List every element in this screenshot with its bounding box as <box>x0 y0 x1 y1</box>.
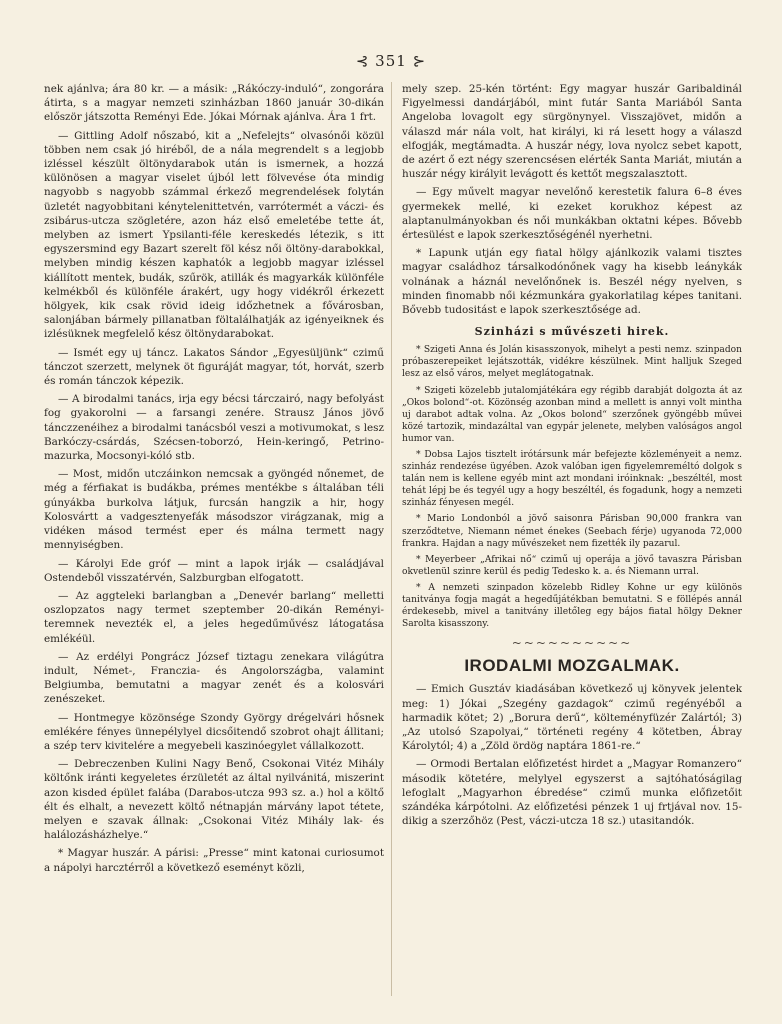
left-column <box>44 82 384 996</box>
theatre-section-title: Szinházi s művészeti hirek. <box>474 325 670 339</box>
news-paragraph: — Gittling Adolf nőszabó, kit a „Nefelejts“ olvasónői közül többen nem csak jó hiréből, de a nála megrendelt s a legjobb izléssel készült öltönydarabok után is ismernek, a hozzá különösen a magyar viselet újból lett fölvevése óta mindig nagyobb s nagyobb számmal érkező megrendelések folytán üzletét nagyobbitani kénytelenittetvén, varrótermét a váczi- és zsibárus-utcza szögletére, azon ház első emeletébe tette át, melyben az ismert Ypsilanti-féle kereskedés létezik, s itt egyszersmind egy Bazart szerelt föl kész női öltöny-darabokkal, melyben mindig készen kaphatók a legjobb magyar izléssel kiállított mentek, budák, szűrök, atillák és magyarkák különféle kelmékből és különféle árakért, ugy hogy vidékről érkezett hölgyek, kik csak rövid ideig időzhetnek a fővárosban, salonjában bármely pillanatban föltalálhatják az igényeiknek és izlésüknek megfelelő kész öltönydarabokat. <box>44 129 384 341</box>
theatre-news-item: * Meyerbeer „Afrikai nő“ czimű uj operája a jövő tavaszra Párisban okvetlenül szinre kerül és pedig Tedesko k. a. és Niemann urral. <box>402 554 742 577</box>
page-number-ornament-left: ⊰ <box>355 52 376 70</box>
news-paragraph: — Debreczenben Kulini Nagy Benő, Csokonai Vitéz Mihály költőnk iránti kegyeletes érzületét az által nyilvánitá, miszerint azon kisded épület falába (Darabos-utcza 993 sz. a.) hol a költő élt és elhalt, a nevezett költő nétnapján márvány lapot tétete, melyen e szavak állnak: „Csokonai Vitéz Mihály lak- és halálozásházhelye.“ <box>44 758 384 842</box>
theatre-news-item: * Dobsa Lajos tisztelt irótársunk már befejezte közleményeit a nemz. szinház rendezése ügyében. Azok valóban igen figyelemreméltó dolgok s talán nem is kellene egyéb mint azt mondani iróinknak: „beszéltél, most tehát lépj be és tegyél ugy a hogy beszéltél, és fogadunk, hogy a nemzeti szinház fényesen megél. <box>402 450 742 509</box>
news-paragraph: * Magyar huszár. A párisi: „Presse“ mint katonai curiosumot a nápolyi harcztérről a következő eseményt közli, <box>44 847 384 874</box>
literary-news-item: — Ormodi Bertalan előfizetést hirdet a „Magyar Romanzero“ második kötetére, melylyel egyszerst a sajtóhatóságilag lefoglalt „Magyarhon ébredése“ czimű munka előfizetőit szándéka kárpótolni. Az előfizetési pénzek 1 uj frtjával nov. 15-dikig a szerzőhöz (Pest, váczi-utcza 18 sz.) utasitandók. <box>402 758 742 828</box>
section-ornament: ~~~~~~~~~~ <box>511 636 633 651</box>
page-columns <box>44 82 742 996</box>
theatre-news-item: * A nemzeti szinpadon közelebb Ridley Kohne ur egy különös tanitványa fogja magát a hegedűjátékban bemutatni. S e föllépés annál érdekesebb, mivel a tanitvány illetőleg egy bájos fiatal hölgy Dekner Sarolta kisasszony. <box>402 582 742 630</box>
news-paragraph: — Hontmegye közönsége Szondy György drégelvári hősnek emlékére fényes ünnepélylyel dicsőitendő szobrot ohajt állitani; a szép terv kivitelére a megyebeli kaszinóegylet vállalkozott. <box>44 711 384 752</box>
news-paragraph: — Károlyi Ede gróf — mint a lapok irják — családjával Ostendeből visszatérvén, Salzburgban elfogatott. <box>44 557 384 584</box>
news-paragraph: mely szep. 25-kén történt: Egy magyar huszár Garibaldinál Figyelmessi dandárjából, mint futár Santa Mariából Santa Angeloba lovagolt egy sürgönynyel. Visszajövet, midőn a válaszd már nála volt, hat királyi, ki rá lesett hogy a válaszd elfogják, megtámadta. A huszár négy, lova nyolcz sebet kapott, de azért ő ezt négy szerencsésen elérték Santa Mariát, miután a huszár négy királyit levágott és kettőt megszalasztott. <box>402 83 742 181</box>
news-paragraph: — Most, midőn utczáinkon nemcsak a gyöngéd nőnemet, de még a férfiakat is budákba, prémes mentékbe s általában téli gúnyákba burkolva látjuk, furcsán hangzik a hir, hogy Kolosvártt a vadgesztenyefák másodszor virágzanak, mig a vidéken másod termést eper és málna termett nagy mennyiségben. <box>44 468 384 552</box>
theatre-news-item: * Szigeti Anna és Jolán kisasszonyok, mihelyt a pesti nemz. szinpadon próbaszerepeiket lejátszották, vidékre készülnek. Mint halljuk Szeged lesz az első város, melyet meglátogatnak. <box>402 345 742 380</box>
news-paragraph: * Lapunk utján egy fiatal hölgy ajánlkozik valami tisztes magyar családhoz társalkodónőnek vagy ha kisebb leánykák volnának a háznál nevelőnőnek is. Beszél négy nyelven, s minden finomabb női kézmunkára gyakorlatilag képes tanitani. Bővebb tudositást e lapok szerkesztősége ad. <box>402 247 742 317</box>
news-paragraph: — Az aggteleki barlangban a „Denevér barlang“ melletti oszlopzatos nagy termet szeptember 20-dikán Reményi-teremnek nevezték el, a jeles hegedűművész látogatása emlékéül. <box>44 589 384 645</box>
page-number-text: 351 <box>375 52 407 70</box>
literary-section-title: IRODALMI MOZGALMAK. <box>464 656 680 676</box>
theatre-news-item: * Mario Londonból a jövő saisonra Párisban 90,000 frankra van szerződtetve, Niemann német énekes (Seebach férje) ugyanoda 72,000 frankra. Hajdan a nagy művészeket nem fizették ily pazarul. <box>402 514 742 549</box>
page-number-ornament-right: ⊱ <box>412 52 427 70</box>
news-paragraph: — Ismét egy uj táncz. Lakatos Sándor „Egyesüljünk“ czimű tánczot szerzett, melynek öt figuráját magyar, tót, horvát, szerb és román tánczok képezik. <box>44 346 384 388</box>
news-paragraph: — Egy művelt magyar nevelőnő kerestetik falura 6–8 éves gyermekek mellé, ki ezeket korukhoz képest az alaptanulmányokban és női munkákban oktatni képes. Bővebb értesülést e lapok szerkesztőségénél nyerhetni. <box>402 186 742 242</box>
news-paragraph: — Az erdélyi Pongrácz József tiztagu zenekara világútra indult, Német-, Franczia- és Angolországba, valamint Belgiumba, bemutatni a magyar zenét és a kolosvári zenészeket. <box>44 650 384 706</box>
theatre-news-item: * Szigeti közelebb jutalomjátékára egy régibb darabját dolgozta át az „Okos bolond“-ot. Közönség azonban mind a mellett is annyi volt mintha uj darabot adtak volna. Az „Okos bolond“ szerzőnek gyöngébb művei közé tartozik, mindazáltal van egypár jelenete, melyben valóságos angol humor van. <box>402 385 742 444</box>
page-number <box>0 52 782 70</box>
right-column <box>402 82 742 996</box>
news-paragraph: nek ajánlva; ára 80 kr. — a másik: „Rákóczy-induló“, zongorára átirta, s a magyar nemzeti szinházban 1860 január 30-dikán először játszotta Reményi Ede. Jókai Mórnak ajánlva. Ára 1 frt. <box>44 83 384 124</box>
literary-news-item: — Emich Gusztáv kiadásában következő uj könyvek jelentek meg: 1) Jókai „Szegény gazdagok“ czimű regényéből a harmadik kötet; 2) „Borura derű“, költeményfüzér Zalártól; 3) „Az utolsó Szapolyai,“ történeti regény 4 kötetben, Ábray Károlytól; 4) a „Zöld ördög naptára 1861-re.“ <box>402 683 742 753</box>
news-paragraph: — A birodalmi tanács, irja egy bécsi tárczairó, nagy befolyást fog gyakorolni — a farsangi zenére. Strausz János jövő tánczzenéihez a birodalmi tanácsból veszi a motivumokat, s lesz Barkóczy-csárdás, Szécsen-toborzó, Hein-keringő, Petrino-mazurka, Mocsonyi-kóló stb. <box>44 393 384 463</box>
